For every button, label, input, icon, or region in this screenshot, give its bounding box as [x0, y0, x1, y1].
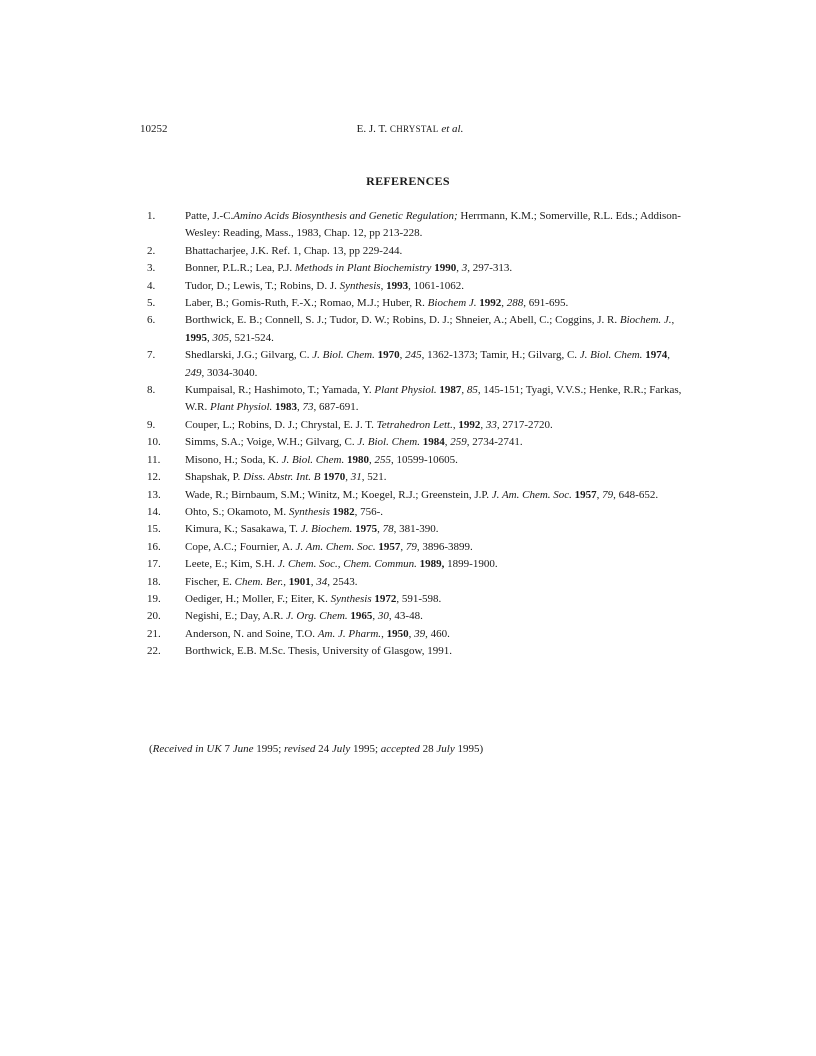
reference-number: 4.: [147, 279, 156, 292]
reference-item: [147, 434, 687, 451]
revised-date: 24: [315, 743, 332, 755]
accepted-label: accepted: [380, 743, 420, 755]
reference-text: [185, 278, 687, 295]
reference-bold-segment: 1970: [377, 349, 400, 362]
reference-item: [147, 539, 687, 556]
reference-segment: Misono, H.; Soda, K.: [185, 453, 282, 466]
reference-item: [147, 278, 687, 295]
reference-bold-segment: 1965: [350, 610, 373, 623]
author-suffix: et al.: [441, 123, 464, 135]
reference-number: 8.: [147, 384, 156, 397]
reference-item: [147, 382, 687, 417]
reference-segment: , 381-390.: [393, 523, 439, 536]
reference-segment: ,: [345, 471, 351, 484]
reference-italic-segment: Synthesis: [330, 592, 372, 605]
reference-text: [185, 574, 687, 591]
reference-segment: Tudor, D.; Lewis, T.; Robins, D. J.: [185, 279, 340, 292]
reference-bold-segment: 1990: [434, 262, 457, 275]
reference-segment: Shedlarski, J.G.; Gilvarg, C.: [185, 349, 313, 362]
reference-item: [147, 469, 687, 486]
revised-month: July: [331, 743, 351, 755]
reference-text: [185, 608, 687, 625]
reference-text: [185, 539, 687, 556]
reference-italic-segment: 39: [414, 627, 426, 640]
reference-item: [147, 574, 687, 591]
reference-italic-segment: 30: [377, 610, 389, 623]
reference-italic-segment: 3: [461, 262, 468, 275]
reference-item: [147, 626, 687, 643]
reference-segment: ,: [381, 627, 387, 640]
reference-segment: ,: [501, 297, 507, 310]
reference-segment: Patte, J.-C.: [185, 210, 234, 222]
reference-italic-segment: J. Biochem.: [300, 523, 353, 536]
reference-number: 11.: [147, 453, 161, 466]
reference-segment: Leete, E.; Kim, S.H.: [185, 558, 278, 571]
reference-text: [185, 347, 687, 382]
reference-number: 9.: [147, 418, 156, 431]
reference-item: [147, 295, 687, 312]
reference-number: 17.: [147, 558, 161, 571]
reference-segment: ,: [207, 331, 213, 344]
reference-bold-segment: 1901: [288, 575, 311, 588]
reference-italic-segment: 245: [405, 349, 422, 362]
reference-bold-segment: 1982: [332, 505, 355, 518]
reference-text: [185, 260, 687, 277]
reference-segment: , 10599-10605.: [390, 453, 458, 466]
reference-segment: ,: [297, 401, 303, 414]
reference-italic-segment: Synthesis: [339, 279, 381, 292]
reference-italic-segment: J. Chem. Soc., Chem. Commun.: [277, 558, 417, 571]
reference-segment: , 2717-2720.: [496, 418, 553, 431]
reference-italic-segment: 288: [506, 297, 524, 310]
received-label: Received in UK: [152, 743, 222, 755]
reference-segment: , 1362-1373; Tamir, H.; Gilvarg, C.: [421, 349, 580, 362]
reference-number: 15.: [147, 523, 161, 536]
reference-bold-segment: 1993: [386, 279, 409, 292]
reference-italic-segment: 79: [602, 488, 614, 501]
reference-segment: ,: [380, 279, 387, 292]
reference-segment: , 460.: [425, 627, 450, 640]
reference-segment: Laber, B.; Gomis-Ruth, F.-X.; Romao, M.J.; Huber, R.: [185, 297, 428, 310]
reference-bold-segment: 1957: [574, 488, 597, 501]
reference-italic-segment: Amino Acids Biosynthesis and Genetic Regulation;: [233, 210, 458, 222]
reference-bold-segment: 1989,: [419, 558, 445, 571]
reference-segment: Couper, L.; Robins, D. J.; Chrystal, E. J. T.: [185, 418, 377, 431]
reference-segment: Wade, R.; Birnbaum, S.M.; Winitz, M.; Koegel, R.J.; Greenstein, J.P.: [185, 488, 492, 501]
reference-segment: Anderson, N. and Soine, T.O.: [185, 627, 318, 640]
reference-item: [147, 417, 687, 434]
reference-text: [185, 626, 687, 643]
reference-segment: ,: [368, 453, 375, 466]
reference-segment: , 2734-2741.: [466, 436, 523, 449]
received-line: [149, 741, 483, 757]
reference-italic-segment: Plant Physiol.: [209, 401, 273, 414]
reference-italic-segment: 79: [405, 540, 417, 553]
reference-italic-segment: Diss. Abstr. Int. B: [243, 471, 321, 484]
reference-italic-segment: Methods in Plant Biochemistry: [294, 262, 432, 275]
reference-bold-segment: 1970: [323, 471, 346, 484]
reference-bold-segment: 1984: [422, 436, 445, 449]
reference-italic-segment: 255: [374, 453, 391, 466]
revised-label: revised: [284, 743, 316, 755]
running-title: [140, 121, 680, 137]
reference-segment: , 687-691.: [313, 401, 359, 414]
reference-segment: Ohto, S.; Okamoto, M.: [185, 505, 289, 518]
reference-text: [185, 208, 687, 243]
reference-italic-segment: Chem. Ber.: [234, 575, 284, 588]
received-month: June: [232, 743, 254, 755]
reference-item: [147, 591, 687, 608]
reference-segment: , 297-313.: [467, 262, 513, 275]
reference-text: [185, 434, 687, 451]
reference-bold-segment: 1980: [346, 453, 369, 466]
reference-italic-segment: Synthesis: [288, 505, 330, 518]
reference-italic-segment: Biochem J.: [427, 297, 477, 310]
reference-item: [147, 208, 687, 243]
reference-text: [185, 556, 687, 573]
reference-item: [147, 521, 687, 538]
reference-segment: , 3034-3040.: [201, 366, 258, 379]
reference-segment: ,: [399, 349, 406, 362]
reference-segment: ,: [283, 575, 289, 588]
reference-italic-segment: J. Biol. Chem.: [357, 436, 421, 449]
reference-segment: ,: [671, 314, 675, 327]
reference-segment: Fischer, E.: [185, 575, 235, 588]
received-year: 1995;: [253, 743, 285, 755]
reference-segment: ,: [456, 262, 462, 275]
reference-italic-segment: J. Org. Chem.: [286, 610, 348, 623]
reference-bold-segment: 1987: [439, 384, 462, 397]
reference-italic-segment: Tetrahedron Lett.: [376, 418, 453, 431]
reference-italic-segment: J. Biol. Chem.: [312, 349, 375, 362]
reference-text: [185, 469, 687, 486]
reference-number: 5.: [147, 297, 156, 310]
reference-number: 18.: [147, 575, 161, 588]
reference-number: 20.: [147, 610, 161, 623]
reference-segment: Bhattacharjee, J.K. Ref. 1, Chap. 13, pp 229-244.: [185, 244, 403, 257]
reference-bold-segment: 1950: [386, 627, 409, 640]
reference-italic-segment: 305: [212, 331, 229, 344]
reference-bold-segment: 1995: [185, 331, 207, 344]
reference-segment: Bonner, P.L.R.; Lea, P.J.: [185, 262, 295, 275]
reference-segment: , 521.: [361, 471, 387, 484]
reference-italic-segment: Am. J. Pharm.: [317, 627, 382, 640]
reference-segment: ,: [461, 384, 467, 397]
reference-segment: Herrmann, K.M.; Somerville, R.L. Eds.; Addison-Wesley: Reading, Mass., 1983, Chap. 12, pp 213-228.: [185, 210, 681, 240]
reference-bold-segment: 1974: [645, 349, 668, 362]
reference-segment: , 3896-3899.: [416, 540, 473, 553]
reference-italic-segment: Biochem. J.: [619, 314, 672, 327]
reference-number: 19.: [147, 592, 161, 605]
received-date: 7: [221, 743, 233, 755]
reference-item: [147, 260, 687, 277]
reference-segment: ,: [480, 418, 486, 431]
reference-text: [185, 312, 687, 347]
reference-segment: , 2543.: [327, 575, 358, 588]
reference-bold-segment: 1983: [275, 401, 298, 414]
reference-bold-segment: 1992: [479, 297, 502, 310]
reference-italic-segment: 259: [450, 436, 467, 449]
reference-italic-segment: 78: [382, 523, 394, 536]
reference-segment: ,: [667, 349, 670, 362]
reference-segment: Kumpaisal, R.; Hashimoto, T.; Yamada, Y.: [185, 384, 375, 397]
reference-number: 10.: [147, 436, 161, 449]
reference-text: [185, 243, 687, 260]
reference-segment: , 43-48.: [388, 610, 423, 623]
reference-text: [185, 591, 687, 608]
reference-number: 16.: [147, 540, 161, 553]
reference-number: 12.: [147, 471, 161, 484]
reference-list: [147, 208, 687, 661]
reference-number: 2.: [147, 244, 156, 257]
reference-item: [147, 504, 687, 521]
reference-segment: , 591-598.: [396, 592, 442, 605]
reference-number: 22.: [147, 645, 161, 658]
reference-number: 7.: [147, 349, 156, 362]
reference-segment: ,: [452, 418, 459, 431]
reference-item: [147, 312, 687, 347]
reference-bold-segment: 1972: [374, 592, 397, 605]
reference-italic-segment: 33: [485, 418, 497, 431]
reference-text: [185, 643, 687, 660]
reference-segment: Negishi, E.; Day, A.R.: [185, 610, 287, 623]
reference-number: 21.: [147, 627, 161, 640]
reference-segment: ,: [596, 488, 603, 501]
reference-number: 3.: [147, 262, 156, 275]
reference-segment: Shapshak, P.: [185, 471, 244, 484]
reference-segment: ,: [444, 436, 451, 449]
reference-number: 1.: [147, 210, 156, 222]
reference-segment: Cope, A.C.; Fournier, A.: [185, 540, 296, 553]
reference-number: 6.: [147, 314, 156, 327]
reference-bold-segment: 1957: [378, 540, 401, 553]
reference-number: 14.: [147, 505, 161, 518]
received-open-paren: (: [149, 743, 153, 755]
reference-segment: Borthwick, E. B.; Connell, S. J.; Tudor, D. W.; Robins, D. J.; Shneier, A.; Abell, C.; Coggins, J. R.: [185, 314, 620, 327]
reference-segment: , 691-695.: [523, 297, 569, 310]
reference-italic-segment: J. Biol. Chem.: [579, 349, 643, 362]
revised-year: 1995;: [350, 743, 381, 755]
reference-item: [147, 556, 687, 573]
reference-segment: 1899-1900.: [444, 558, 498, 571]
reference-segment: , 648-652.: [613, 488, 659, 501]
author-surname: CHRYSTAL: [389, 124, 439, 134]
reference-item: [147, 643, 687, 660]
reference-bold-segment: 1975: [355, 523, 378, 536]
reference-text: [185, 504, 687, 521]
section-title: REFERENCES: [366, 174, 450, 188]
reference-item: [147, 243, 687, 260]
reference-number: 13.: [147, 488, 161, 501]
reference-italic-segment: 73: [302, 401, 314, 414]
author-prefix: E. J. T.: [356, 123, 390, 135]
reference-text: [185, 452, 687, 469]
reference-bold-segment: 1992: [458, 418, 481, 431]
reference-segment: ,: [310, 575, 317, 588]
reference-segment: , 145-151; Tyagi, V.V.S.; Henke, R.R.; Farkas, W.R.: [185, 384, 682, 414]
reference-item: [147, 452, 687, 469]
reference-segment: , 521-524.: [229, 331, 274, 344]
reference-italic-segment: J. Am. Chem. Soc.: [491, 488, 572, 501]
reference-segment: ,: [372, 610, 378, 623]
reference-segment: ,: [377, 523, 383, 536]
reference-segment: , 756-.: [354, 505, 384, 518]
reference-text: [185, 382, 687, 417]
reference-item: [147, 487, 687, 504]
running-head: [140, 121, 680, 137]
reference-italic-segment: 34: [316, 575, 328, 588]
page-number: 10252: [140, 123, 168, 135]
reference-text: [185, 487, 687, 504]
reference-segment: Borthwick, E.B. M.Sc. Thesis, University of Glasgow, 1991.: [185, 645, 453, 658]
reference-italic-segment: 249: [185, 366, 202, 379]
accepted-date: 28: [419, 743, 437, 755]
reference-text: [185, 295, 687, 312]
reference-italic-segment: 85: [466, 384, 478, 397]
reference-italic-segment: 31: [350, 471, 362, 484]
reference-item: [147, 608, 687, 625]
reference-item: [147, 347, 687, 382]
reference-segment: ,: [400, 540, 406, 553]
reference-text: [185, 521, 687, 538]
reference-segment: Oediger, H.; Moller, F.; Eiter, K.: [185, 592, 331, 605]
reference-segment: ,: [408, 627, 415, 640]
reference-segment: Simms, S.A.; Voige, W.H.; Gilvarg, C.: [185, 436, 358, 449]
reference-italic-segment: J. Biol. Chem.: [281, 453, 345, 466]
accepted-month: July: [436, 743, 455, 755]
reference-segment: , 1061-1062.: [408, 279, 464, 292]
reference-text: [185, 417, 687, 434]
reference-italic-segment: Plant Physiol.: [374, 384, 437, 397]
accepted-year: 1995): [454, 743, 484, 755]
reference-segment: Kimura, K.; Sasakawa, T.: [185, 523, 301, 536]
reference-italic-segment: J. Am. Chem. Soc.: [295, 540, 376, 553]
